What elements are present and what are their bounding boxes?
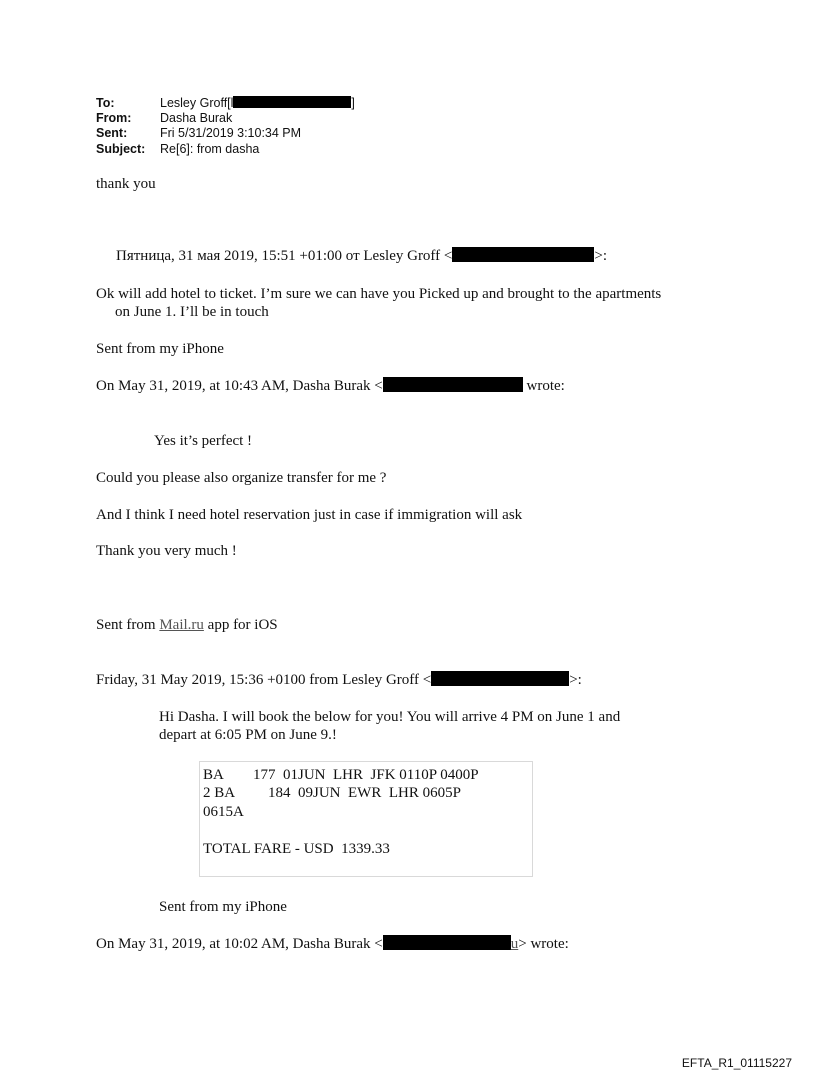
quote1-intro-end: >: bbox=[594, 248, 608, 264]
from-label: From: bbox=[96, 111, 132, 125]
redaction-block bbox=[233, 96, 351, 108]
header-subject bbox=[96, 142, 259, 157]
quote4-intro-end: > wrote: bbox=[518, 936, 569, 952]
quote4-intro bbox=[96, 935, 569, 953]
document-id: EFTA_R1_01115227 bbox=[681, 1056, 792, 1070]
fare-total: TOTAL FARE - USD 1339.33 bbox=[203, 841, 390, 857]
sent-value: Fri 5/31/2019 3:10:34 PM bbox=[160, 126, 302, 140]
reply-text: thank you bbox=[96, 176, 156, 192]
subject-label: Subject: bbox=[96, 142, 146, 156]
quote2-sig-start: Sent from bbox=[96, 617, 160, 633]
quote2-line1: Yes it’s perfect ! bbox=[154, 433, 253, 449]
quote3-intro-end: >: bbox=[569, 672, 582, 688]
quote4-email-tail[interactable]: u bbox=[510, 936, 519, 952]
quote1-line1: Ok will add hotel to ticket. I’m sure we can have you Picked up and brought to the apartments bbox=[96, 286, 662, 302]
quote2-signature bbox=[96, 616, 278, 634]
header-to bbox=[96, 96, 355, 111]
quote3-line1: Hi Dasha. I will book the below for you! You will arrive 4 PM on June 1 and bbox=[159, 709, 621, 725]
quote1-signature: Sent from my iPhone bbox=[96, 341, 224, 357]
mailru-link[interactable]: Mail.ru bbox=[159, 617, 204, 633]
quote2-intro bbox=[96, 377, 565, 395]
quote2-sig-end: app for iOS bbox=[203, 617, 278, 633]
quote1-line2: on June 1. I’ll be in touch bbox=[115, 304, 269, 320]
redaction-block bbox=[383, 935, 511, 950]
quote3-intro-start: Friday, 31 May 2019, 15:36 +0100 from Lesley Groff < bbox=[96, 672, 432, 688]
quote3-signature: Sent from my iPhone bbox=[159, 899, 287, 915]
header-from bbox=[96, 111, 232, 126]
redaction-block bbox=[431, 671, 569, 686]
quote3-intro bbox=[96, 671, 582, 689]
quote2-line4: Thank you very much ! bbox=[96, 543, 237, 559]
quote4-intro-start: On May 31, 2019, at 10:02 AM, Dasha Burak < bbox=[96, 936, 383, 952]
quote3-line2: depart at 6:05 PM on June 9.! bbox=[159, 727, 337, 743]
sent-label: Sent: bbox=[96, 126, 128, 140]
quote1-intro bbox=[116, 247, 607, 265]
subject-value: Re[6]: from dasha bbox=[160, 142, 260, 156]
from-value: Dasha Burak bbox=[160, 111, 233, 125]
header-sent bbox=[96, 126, 301, 141]
to-label: To: bbox=[96, 96, 115, 110]
quote1-intro-start: Пятница, 31 мая 2019, 15:51 +01:00 от Lesley Groff < bbox=[116, 248, 453, 264]
fare-line-1: BA 177 01JUN LHR JFK 0110P 0400P bbox=[203, 767, 479, 783]
to-tail: ] bbox=[351, 96, 355, 110]
fare-line-3: 0615A bbox=[203, 804, 244, 820]
redaction-block bbox=[383, 377, 523, 392]
quote2-intro-end: wrote: bbox=[522, 378, 565, 394]
fare-line-2: 2 BA 184 09JUN EWR LHR 0605P bbox=[203, 785, 461, 801]
quote2-intro-start: On May 31, 2019, at 10:43 AM, Dasha Burak < bbox=[96, 378, 383, 394]
to-value: Lesley Groff[l bbox=[160, 96, 234, 110]
quote2-line2: Could you please also organize transfer for me ? bbox=[96, 470, 387, 486]
redaction-block bbox=[452, 247, 594, 262]
quote2-line3: And I think I need hotel reservation just in case if immigration will ask bbox=[96, 507, 523, 523]
